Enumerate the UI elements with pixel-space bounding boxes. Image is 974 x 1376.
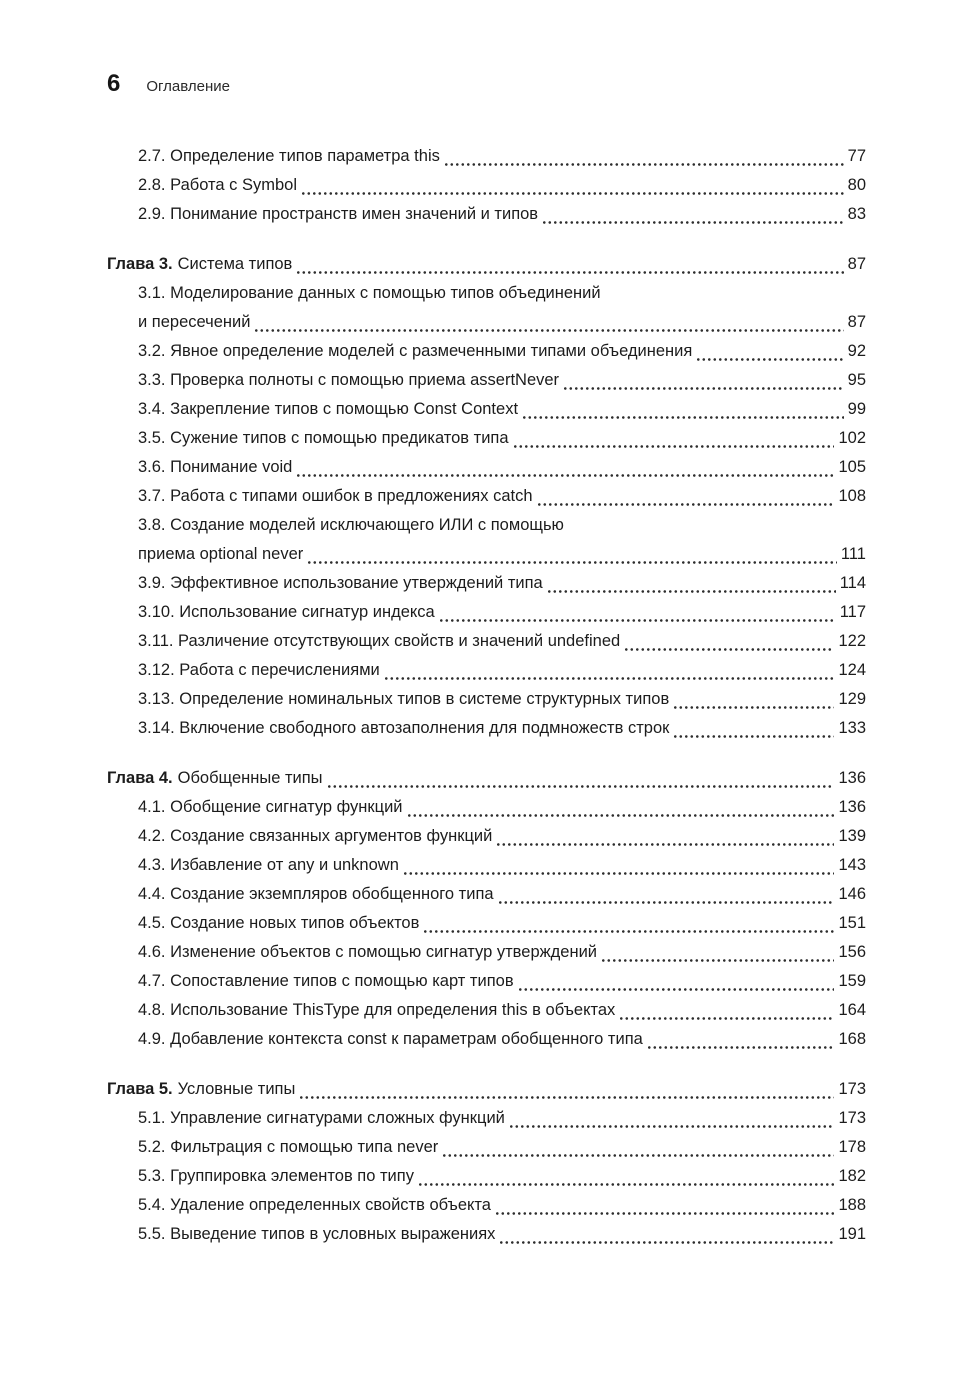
toc-chapter-title — [107, 764, 323, 793]
dot-leader — [300, 1096, 834, 1099]
toc-group — [107, 250, 866, 743]
toc-entry — [138, 627, 866, 656]
toc-page-ref: 80 — [847, 176, 866, 194]
toc-chapter-line — [107, 250, 866, 279]
dot-leader — [523, 416, 844, 419]
toc-entry-title: 4.5. Создание новых типов объектов — [138, 914, 420, 932]
toc-entry — [138, 967, 866, 996]
toc — [107, 142, 866, 1249]
toc-entry-title: 5.5. Выведение типов в условных выражениях — [138, 1225, 496, 1243]
toc-entry-line — [138, 1191, 866, 1220]
toc-page-ref: 168 — [838, 1030, 866, 1048]
toc-entry-line — [138, 598, 866, 627]
toc-entry-title: 3.12. Работа с перечислениями — [138, 661, 380, 679]
dot-leader — [424, 930, 834, 933]
toc-page-ref: 133 — [838, 719, 866, 737]
dot-leader — [519, 988, 835, 991]
dot-leader — [543, 221, 844, 224]
toc-entry-title: 2.8. Работа с Symbol — [138, 176, 297, 194]
toc-entry-line — [138, 851, 866, 880]
toc-entry — [138, 851, 866, 880]
chapter-title-text: Обобщенные типы — [177, 769, 323, 787]
toc-entry-title: 3.11. Различение отсутствующих свойств и значений undefined — [138, 632, 621, 650]
toc-page-ref: 182 — [838, 1167, 866, 1185]
dot-leader — [538, 503, 835, 506]
toc-entry — [138, 395, 866, 424]
toc-page-ref: 102 — [838, 429, 866, 447]
toc-entry — [138, 909, 866, 938]
toc-page-ref: 111 — [840, 545, 866, 563]
toc-entry — [138, 656, 866, 685]
toc-entry-line — [138, 482, 866, 511]
toc-entry-title: 2.9. Понимание пространств имен значений и типов — [138, 205, 539, 223]
toc-entry — [138, 685, 866, 714]
dot-leader — [440, 619, 836, 622]
toc-entry — [138, 424, 866, 453]
toc-entry-line — [138, 967, 866, 996]
dot-leader — [514, 445, 835, 448]
chapter-title-text: Условные типы — [177, 1080, 296, 1098]
dot-leader — [625, 648, 834, 651]
toc-entry-line — [138, 880, 866, 909]
chapter-title-text: Система типов — [177, 255, 293, 273]
toc-entry-line — [138, 627, 866, 656]
toc-page-ref: 156 — [838, 943, 866, 961]
toc-group — [107, 764, 866, 1054]
toc-entry — [138, 1133, 866, 1162]
toc-page-ref: 143 — [838, 856, 866, 874]
toc-entry-title: приема optional never — [138, 545, 304, 563]
toc-entry-firstline: 3.1. Моделирование данных с помощью типов объединений — [138, 284, 601, 302]
dot-leader — [404, 872, 835, 875]
toc-entry — [138, 453, 866, 482]
toc-page-ref: 136 — [838, 798, 866, 816]
toc-entry-title: 3.4. Закрепление типов с помощью Const Context — [138, 400, 519, 418]
toc-page-ref: 159 — [838, 972, 866, 990]
running-title: Оглавление — [146, 78, 230, 95]
toc-page-ref: 77 — [847, 147, 866, 165]
dot-leader — [548, 590, 836, 593]
toc-entry-line — [138, 656, 866, 685]
toc-entry — [138, 279, 866, 337]
toc-entry-title: 4.3. Избавление от any и unknown — [138, 856, 399, 874]
toc-entry — [138, 1162, 866, 1191]
toc-entry-title: 3.2. Явное определение моделей с размеченными типами объединения — [138, 342, 693, 360]
toc-entry-title: 4.4. Создание экземпляров обобщенного типа — [138, 885, 494, 903]
toc-entry-title: 5.3. Группировка элементов по типу — [138, 1167, 414, 1185]
toc-entry-title: 3.13. Определение номинальных типов в системе структурных типов — [138, 690, 670, 708]
toc-entry — [138, 200, 866, 229]
dot-leader — [302, 192, 844, 195]
dot-leader — [445, 163, 844, 166]
toc-entry-line — [138, 909, 866, 938]
toc-entry-title: 5.1. Управление сигнатурами сложных функций — [138, 1109, 505, 1127]
toc-page-ref: 117 — [839, 603, 866, 621]
toc-entry-title: 2.7. Определение типов параметра this — [138, 147, 440, 165]
dot-leader — [697, 358, 843, 361]
toc-entry-line — [138, 685, 866, 714]
dot-leader — [328, 785, 835, 788]
toc-group — [107, 1075, 866, 1249]
toc-page-ref: 178 — [838, 1138, 866, 1156]
chapter-label: Глава 4. — [107, 769, 173, 787]
toc-page-ref: 136 — [838, 769, 866, 787]
toc-entry-line — [138, 1104, 866, 1133]
dot-leader — [499, 901, 835, 904]
toc-entry — [138, 142, 866, 171]
chapter-label: Глава 5. — [107, 1080, 173, 1098]
toc-chapter-title — [107, 250, 292, 279]
toc-entry — [138, 1025, 866, 1054]
toc-entry-line — [138, 714, 866, 743]
toc-entry — [138, 880, 866, 909]
toc-entry-title: 4.1. Обобщение сигнатур функций — [138, 798, 403, 816]
toc-entry-title: 5.2. Фильтрация с помощью типа never — [138, 1138, 439, 1156]
toc-entry-line — [138, 938, 866, 967]
page-number: 6 — [107, 70, 121, 97]
dot-leader — [496, 1212, 834, 1215]
dot-leader — [674, 706, 834, 709]
toc-page-ref: 173 — [838, 1109, 866, 1127]
toc-entry-firstline: 3.8. Создание моделей исключающего ИЛИ с помощью — [138, 516, 564, 534]
dot-leader — [419, 1183, 835, 1186]
toc-entry-title: 4.2. Создание связанных аргументов функций — [138, 827, 493, 845]
toc-entry-line — [138, 1133, 866, 1162]
dot-leader — [648, 1046, 835, 1049]
toc-entry-line — [138, 142, 866, 171]
toc-page-ref: 124 — [838, 661, 866, 679]
dot-leader — [602, 959, 834, 962]
toc-entry — [138, 598, 866, 627]
toc-entry-line — [138, 308, 866, 337]
toc-entry-title: 3.7. Работа с типами ошибок в предложениях catch — [138, 487, 533, 505]
toc-entry-line — [138, 540, 866, 569]
toc-entry — [138, 171, 866, 200]
dot-leader — [297, 474, 834, 477]
toc-entry — [138, 822, 866, 851]
toc-page-ref: 146 — [838, 885, 866, 903]
toc-entry-line — [138, 1162, 866, 1191]
toc-entry-title: 3.10. Использование сигнатур индекса — [138, 603, 435, 621]
toc-page-ref: 129 — [838, 690, 866, 708]
toc-page-ref: 122 — [838, 632, 866, 650]
toc-entry-title: 3.3. Проверка полноты с помощью приема assertNever — [138, 371, 560, 389]
dot-leader — [385, 677, 835, 680]
toc-entry-line — [138, 171, 866, 200]
toc-entry-line — [138, 395, 866, 424]
toc-entry-title: 5.4. Удаление определенных свойств объекта — [138, 1196, 491, 1214]
toc-page-ref: 83 — [847, 205, 866, 223]
toc-entry-line — [138, 569, 866, 598]
toc-entry-title: и пересечений — [138, 313, 251, 331]
dot-leader — [255, 329, 843, 332]
toc-page-ref: 108 — [838, 487, 866, 505]
toc-chapter-title — [107, 1075, 295, 1104]
dot-leader — [297, 271, 843, 274]
toc-entry — [138, 337, 866, 366]
toc-entry-title: 4.9. Добавление контекста const к параметрам обобщенного типа — [138, 1030, 643, 1048]
toc-entry-title: 4.6. Изменение объектов с помощью сигнатур утверждений — [138, 943, 598, 961]
toc-page-ref: 95 — [847, 371, 866, 389]
dot-leader — [564, 387, 844, 390]
toc-group — [107, 142, 866, 229]
toc-entry — [138, 511, 866, 569]
toc-page-ref: 188 — [838, 1196, 866, 1214]
chapter-label: Глава 3. — [107, 255, 173, 273]
toc-entry — [138, 569, 866, 598]
toc-entry-title: 4.8. Использование ThisType для определения this в объектах — [138, 1001, 616, 1019]
toc-entry-title: 3.5. Сужение типов с помощью предикатов типа — [138, 429, 509, 447]
toc-entry-line — [138, 366, 866, 395]
toc-entry — [138, 938, 866, 967]
toc-entry — [138, 1104, 866, 1133]
toc-entry-line — [138, 424, 866, 453]
toc-entry-line — [138, 1025, 866, 1054]
toc-entry-title: 3.9. Эффективное использование утверждений типа — [138, 574, 543, 592]
toc-page-ref: 191 — [838, 1225, 866, 1243]
toc-entry-line — [138, 793, 866, 822]
toc-page-ref: 87 — [847, 255, 866, 273]
toc-entry-line — [138, 200, 866, 229]
toc-page-ref: 99 — [847, 400, 866, 418]
toc-entry-title: 3.14. Включение свободного автозаполнения для подмножеств строк — [138, 719, 670, 737]
toc-entry — [138, 1191, 866, 1220]
toc-entry-line — [138, 453, 866, 482]
dot-leader — [308, 561, 837, 564]
toc-entry — [138, 482, 866, 511]
toc-page-ref: 139 — [838, 827, 866, 845]
toc-chapter-line — [107, 1075, 866, 1104]
dot-leader — [408, 814, 835, 817]
toc-entry — [138, 996, 866, 1025]
toc-entry-line — [138, 337, 866, 366]
toc-entry-title: 4.7. Сопоставление типов с помощью карт типов — [138, 972, 514, 990]
toc-chapter-line — [107, 764, 866, 793]
dot-leader — [443, 1154, 834, 1157]
dot-leader — [500, 1241, 834, 1244]
page-header — [107, 70, 866, 98]
toc-page-ref: 173 — [838, 1080, 866, 1098]
toc-page-ref: 105 — [838, 458, 866, 476]
dot-leader — [674, 735, 834, 738]
toc-page-ref: 164 — [838, 1001, 866, 1019]
toc-entry-line — [138, 822, 866, 851]
toc-entry — [138, 714, 866, 743]
dot-leader — [497, 843, 834, 846]
toc-entry — [138, 366, 866, 395]
toc-entry-line — [138, 996, 866, 1025]
toc-page-ref: 92 — [847, 342, 866, 360]
toc-entry-line — [138, 1220, 866, 1249]
toc-page-ref: 114 — [839, 574, 866, 592]
toc-page-ref: 151 — [838, 914, 866, 932]
dot-leader — [510, 1125, 835, 1128]
toc-entry-title: 3.6. Понимание void — [138, 458, 293, 476]
toc-entry — [138, 1220, 866, 1249]
dot-leader — [620, 1017, 834, 1020]
toc-page-ref: 87 — [847, 313, 866, 331]
toc-entry — [138, 793, 866, 822]
